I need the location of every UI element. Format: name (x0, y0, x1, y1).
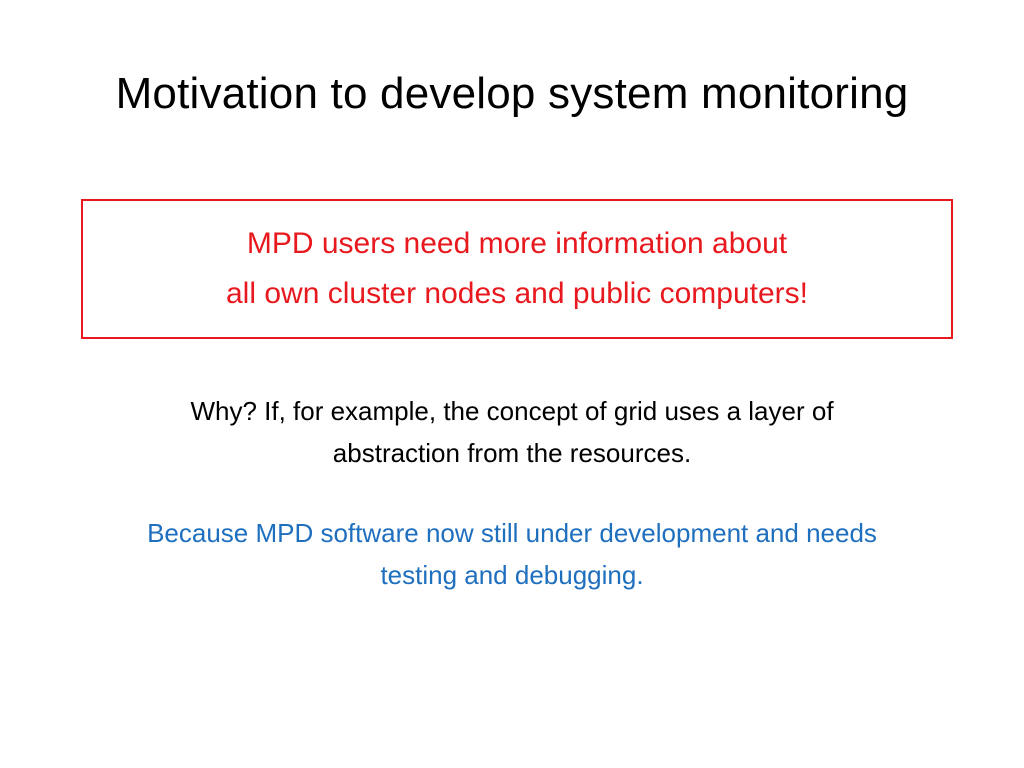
callout-line-2: all own cluster nodes and public computers! (226, 277, 808, 310)
because-line-2: testing and debugging. (380, 560, 644, 590)
because-line-1: Because MPD software now still under development and needs (147, 518, 877, 548)
why-line-2: abstraction from the resources. (332, 438, 692, 468)
callout-box (81, 199, 953, 339)
because-paragraph (40, 512, 984, 596)
why-paragraph (40, 390, 984, 474)
slide-title: Motivation to develop system monitoring (115, 69, 909, 118)
why-line-1: Why? If, for example, the concept of grid uses a layer of (190, 396, 834, 426)
callout-line-1: MPD users need more information about (246, 227, 788, 260)
